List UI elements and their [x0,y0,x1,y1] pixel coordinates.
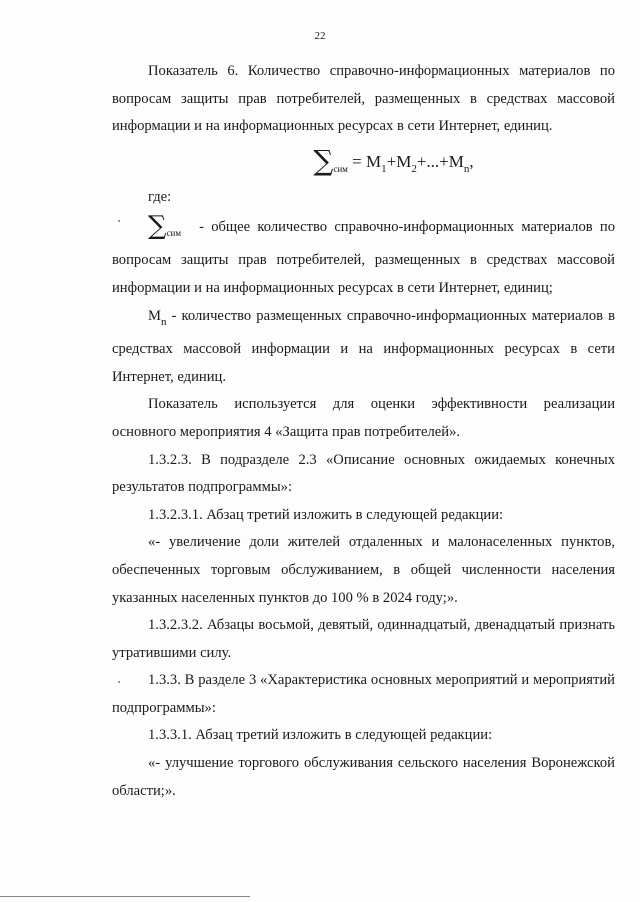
formula-plus: + [386,151,397,171]
paragraph-indicator-6: Показатель 6. Количество справочно-информационных материалов по вопросам защиты прав потребителей, размещенных в средствах массовой информации и на информационных ресурсах в сети Интернет, единиц. [112,63,615,135]
formula-sub-n: n [463,162,470,175]
sigma-symbol: ∑ [313,143,334,177]
page-number: 22 [314,30,326,42]
mn-definition [112,303,615,392]
bottom-rule [0,896,250,897]
sigma-symbol: ∑ [148,210,167,241]
document-body [112,58,615,805]
paragraph-1-3-2-3-2: 1.3.2.3.2. Абзацы восьмой, девятый, одиннадцатый, двенадцатый признать утратившими силу. [112,617,615,661]
mn-subscript: n [160,315,167,328]
paragraph-1-3-3-1: 1.3.3.1. Абзац третий изложить в следующей редакции: [148,727,493,744]
scan-speck [118,681,120,683]
paragraph-usage: Показатель используется для оценки эффективности реализации основного мероприятия 4 «Защита прав потребителей». [112,396,615,440]
formula-m2: M [396,151,412,171]
scan-speck [118,220,120,222]
sigma-definition [112,210,615,303]
mn-symbol: M [148,307,161,324]
paragraph-quote-2: «- улучшение торгового обслуживания сельского населения Воронежской области;». [112,755,615,799]
formula-ellipsis: +...+ [416,151,449,171]
formula-comma: , [469,151,474,171]
sigma-subscript: сим [333,163,348,174]
sigma-subscript: сим [166,227,182,238]
paragraph-1-3-2-3-1: 1.3.2.3.1. Абзац третий изложить в следующей редакции: [148,506,504,523]
formula-mn: M [448,151,464,171]
formula-m1: M [365,151,382,171]
mn-definition-text: - количество размещенных справочно-информационных материалов в средствах массовой информации и на информационных ресурсах в сети Интернет, единиц. [112,307,615,385]
paragraph-1-3-2-3: 1.3.2.3. В подразделе 2.3 «Описание основных ожидаемых конечных результатов подпрограммы»: [112,451,615,496]
formula-equals: = [347,151,366,171]
where-label: где: [148,188,172,205]
formula-sub-2: 2 [411,162,417,175]
sigma-definition-text: - общее количество справочно-информационных материалов по вопросам защиты прав потребителей, размещенных в средствах массовой информации и на информационных ресурсах в сети Интернет, единиц; [112,218,615,296]
formula-sub-1: 1 [381,162,387,175]
sum-formula [112,141,615,181]
paragraph-1-3-3: 1.3.3. В разделе 3 «Характеристика основных мероприятий и мероприятий подпрограммы»: [112,672,615,716]
paragraph-quote-1: «- увеличение доли жителей отдаленных и малонаселенных пунктов, обеспеченных торговым обслуживанием, в общей численности населения указанных населенных пунктов до 100 % в 2024 году;». [112,534,615,606]
